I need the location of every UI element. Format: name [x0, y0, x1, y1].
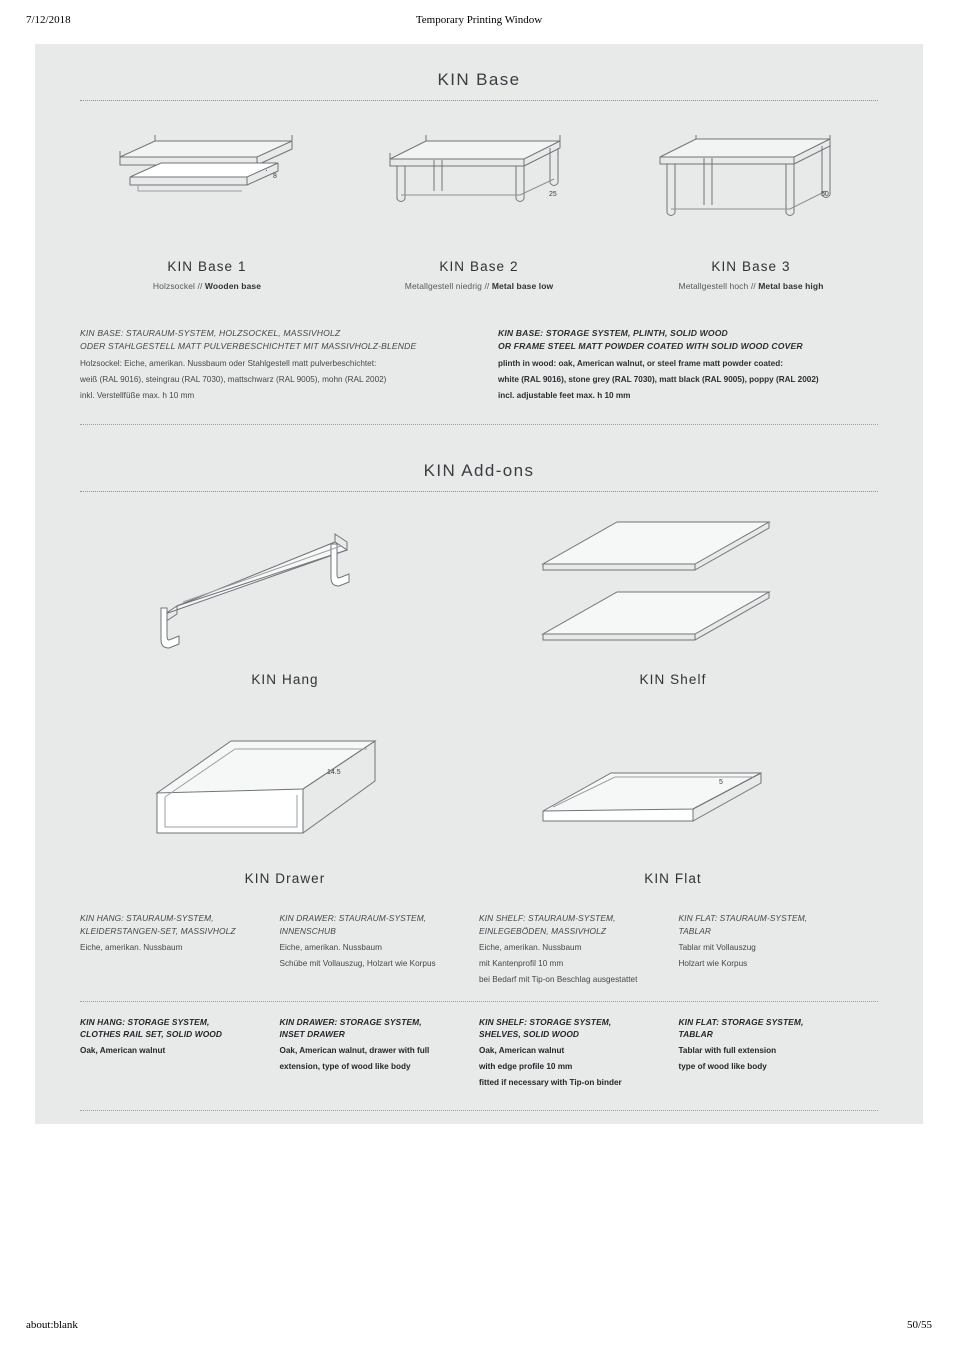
addon-spec-en-hang — [80, 1016, 280, 1090]
addon-hang-illustration — [91, 516, 479, 666]
addon-drawer-name: KIN Drawer — [244, 871, 326, 887]
base-2-sub-en: Metal base low — [491, 281, 554, 291]
addon-flat — [479, 715, 867, 886]
addon-spec-en-drawer-title-2: INSET DRAWER — [279, 1029, 345, 1040]
print-window-title: Temporary Printing Window — [415, 14, 543, 26]
base-spec-de-body-2: weiß (RAL 9016), steingrau (RAL 7030), mattschwarz (RAL 9005), mohn (RAL 2002) — [80, 374, 387, 384]
addon-drawer — [91, 715, 479, 886]
addon-spec-en-drawer — [280, 1016, 480, 1090]
base-spec-de-body-1: Holzsockel: Eiche, amerikan. Nussbaum oder Stahlgestell matt pulverbeschichtet: — [80, 358, 377, 368]
addon-spec-en-shelf-title-1: KIN SHELF: STORAGE SYSTEM, — [479, 1016, 612, 1027]
base-1-sub-en: Wooden base — [204, 281, 262, 291]
addon-spec-de-flat-line-1: Tablar mit Vollauszug — [678, 942, 756, 952]
base-3-name: KIN Base 3 — [711, 259, 791, 274]
addon-spec-de-hang-title-2: KLEIDERSTANGEN-SET, MASSIVHOLZ — [80, 926, 236, 937]
addon-spec-en-flat — [679, 1016, 879, 1090]
base-1-dim-marker: · — [265, 165, 268, 175]
addon-specs-en — [80, 1016, 878, 1090]
base-spec-en-body-1: plinth in wood: oak, American walnut, or steel frame matt powder coated: — [498, 358, 783, 368]
base-spec-en-head-2: OR FRAME STEEL MATT POWDER COATED WITH SOLID WOOD COVER — [498, 341, 803, 352]
print-date: 7/12/2018 — [26, 14, 71, 26]
addon-hang-name: KIN Hang — [251, 672, 319, 688]
footer-page-number: 50/55 — [906, 1319, 932, 1331]
addon-spec-de-shelf — [479, 912, 679, 986]
base-spec-de-head-1: KIN BASE: STAURAUM-SYSTEM, HOLZSOCKEL, MASSIVHOLZ — [80, 328, 341, 338]
addon-spec-de-flat — [679, 912, 879, 986]
print-footer — [0, 1319, 958, 1335]
addon-spec-en-hang-title-2: CLOTHES RAIL SET, SOLID WOOD — [80, 1029, 223, 1040]
base-2-illustration — [349, 135, 609, 245]
base-3-subtitle — [621, 281, 881, 291]
base-3-sub-de: Metallgestell hoch // — [678, 281, 756, 291]
divider-dotted-5 — [80, 1110, 878, 1111]
base-variant-2 — [349, 135, 609, 291]
addon-spec-de-shelf-title-1: KIN SHELF: STAURAUM-SYSTEM, — [479, 913, 616, 924]
addon-spec-en-hang-title-1: KIN HANG: STORAGE SYSTEM, — [80, 1016, 210, 1027]
addon-spec-de-drawer-line-2: Schübe mit Vollauszug, Holzart wie Korpus — [279, 958, 436, 968]
addon-spec-de-hang-line-1: Eiche, amerikan. Nussbaum — [80, 942, 183, 952]
base-3-sub-en: Metal base high — [758, 281, 824, 291]
addon-shelf — [479, 516, 867, 687]
base-variant-1 — [77, 135, 337, 291]
addon-spec-en-shelf-line-3: fitted if necessary with Tip-on binder — [479, 1078, 622, 1088]
addon-flat-dimension: 5 — [719, 779, 723, 787]
addon-hang — [91, 516, 479, 687]
addon-spec-en-drawer-title-1: KIN DRAWER: STORAGE SYSTEM, — [279, 1016, 422, 1027]
base-spec-de-head-2: ODER STAHLGESTELL MATT PULVERBESCHICHTET MIT MASSIVHOLZ-BLENDE — [80, 341, 417, 352]
addon-specs-de — [80, 912, 878, 986]
addon-spec-en-flat-title-2: TABLAR — [678, 1029, 713, 1040]
addon-spec-en-flat-title-1: KIN FLAT: STORAGE SYSTEM, — [678, 1016, 804, 1027]
addon-spec-de-shelf-title-2: EINLEGEBÖDEN, MASSIVHOLZ — [479, 926, 607, 937]
addon-spec-de-hang-title-1: KIN HANG: STAURAUM-SYSTEM, — [80, 913, 214, 924]
addon-spec-en-drawer-line-1: Oak, American walnut, drawer with full — [279, 1045, 430, 1055]
base-3-illustration — [621, 135, 881, 245]
addon-spec-en-flat-line-1: Tablar with full extension — [678, 1045, 777, 1055]
divider-dotted-4 — [80, 1001, 878, 1002]
addon-spec-de-shelf-line-2: mit Kantenprofil 10 mm — [479, 958, 564, 968]
divider-dotted — [80, 100, 878, 101]
addon-spec-en-shelf-line-2: with edge profile 10 mm — [479, 1062, 573, 1072]
print-header — [0, 14, 958, 30]
base-specifications — [80, 327, 878, 402]
addon-spec-de-drawer-line-1: Eiche, amerikan. Nussbaum — [279, 942, 382, 952]
addons-section-heading: KIN Add-ons — [423, 461, 535, 481]
addon-spec-de-flat-title-1: KIN FLAT: STAURAUM-SYSTEM, — [678, 913, 808, 924]
addon-spec-de-drawer — [280, 912, 480, 986]
addons-grid — [35, 516, 923, 886]
addon-spec-en-shelf-title-2: SHELVES, SOLID WOOD — [479, 1029, 580, 1040]
addon-spec-de-flat-title-2: TABLAR — [678, 926, 712, 937]
addon-shelf-illustration — [479, 516, 867, 666]
base-3-dimension: 50 — [821, 191, 829, 198]
base-2-sub-de: Metallgestell niedrig // — [404, 281, 490, 291]
base-section-heading: KIN Base — [437, 70, 521, 89]
addon-spec-de-flat-line-2: Holzart wie Korpus — [678, 958, 748, 968]
base-1-illustration — [77, 135, 337, 245]
base-spec-en-body-2: white (RAL 9016), stone grey (RAL 7030), matt black (RAL 9005), poppy (RAL 2002) — [498, 374, 819, 384]
addon-spec-de-drawer-title-2: INNENSCHUB — [279, 926, 336, 937]
addon-spec-en-shelf — [479, 1016, 679, 1090]
divider-dotted-3 — [80, 491, 878, 492]
addon-shelf-name: KIN Shelf — [639, 672, 707, 688]
base-2-name: KIN Base 2 — [439, 259, 519, 274]
base-1-dimension: 8 — [273, 173, 277, 180]
addon-flat-name: KIN Flat — [644, 871, 702, 887]
addon-spec-de-hang — [80, 912, 280, 986]
base-spec-en — [498, 327, 878, 402]
footer-url: about:blank — [26, 1319, 78, 1331]
addon-spec-de-shelf-line-1: Eiche, amerikan. Nussbaum — [479, 942, 582, 952]
addon-drawer-dimension: 14.5 — [327, 769, 341, 777]
base-spec-de — [80, 327, 460, 402]
base-1-subtitle — [77, 281, 337, 291]
base-1-name: KIN Base 1 — [167, 259, 247, 274]
addon-flat-illustration — [479, 715, 867, 865]
base-spec-en-body-3: incl. adjustable feet max. h 10 mm — [498, 391, 631, 401]
addon-spec-en-flat-line-2: type of wood like body — [678, 1062, 767, 1072]
base-2-dimension: 25 — [549, 191, 557, 198]
base-2-subtitle — [349, 281, 609, 291]
addon-spec-en-drawer-line-2: extension, type of wood like body — [279, 1062, 411, 1072]
addon-spec-de-shelf-line-3: bei Bedarf mit Tip-on Beschlag ausgestattet — [479, 975, 638, 985]
base-spec-de-body-3: inkl. Verstellfüße max. h 10 mm — [80, 391, 195, 401]
base-variant-3 — [621, 135, 881, 291]
base-1-sub-de: Holzsockel // — [152, 281, 203, 291]
addon-spec-en-shelf-line-1: Oak, American walnut — [479, 1045, 565, 1055]
base-spec-en-head-1: KIN BASE: STORAGE SYSTEM, PLINTH, SOLID WOOD — [498, 328, 728, 338]
base-variants — [35, 135, 923, 291]
addon-spec-en-hang-line-1: Oak, American walnut — [80, 1045, 166, 1055]
catalog-sheet — [35, 44, 923, 1124]
addon-spec-de-drawer-title-1: KIN DRAWER: STAURAUM-SYSTEM, — [279, 913, 427, 924]
addon-drawer-illustration — [91, 715, 479, 865]
